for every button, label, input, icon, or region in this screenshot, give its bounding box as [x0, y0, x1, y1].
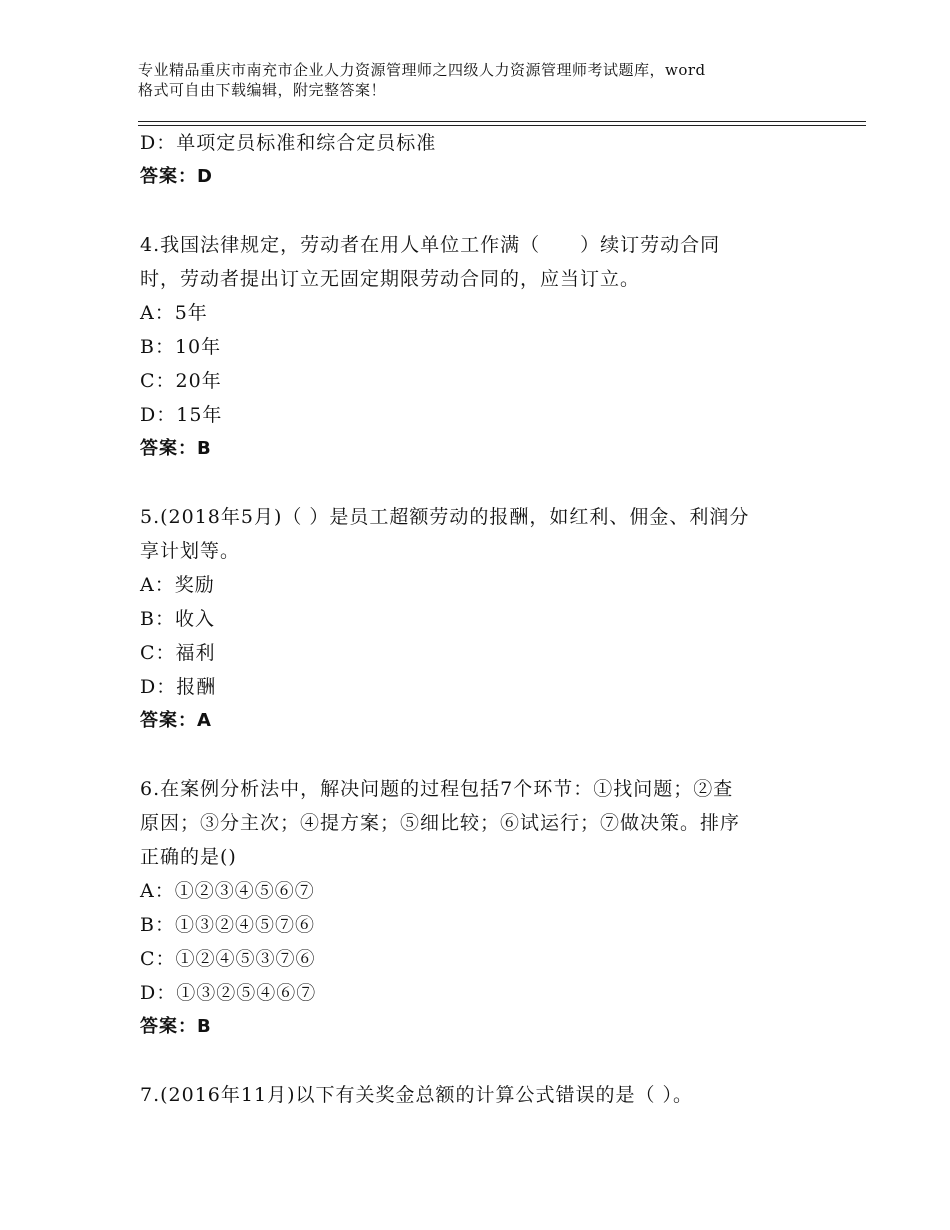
question-stem: 原因；③分主次；④提方案；⑤细比较；⑥试运行；⑦做决策。排序 — [140, 812, 741, 834]
option-a: A：奖励 — [140, 574, 215, 596]
header-rule-top — [138, 121, 866, 122]
option-c: C：20年 — [140, 370, 222, 392]
question-stem: 时，劳动者提出订立无固定期限劳动合同的，应当订立。 — [140, 268, 641, 290]
question-4 — [140, 228, 830, 466]
question-6 — [140, 772, 830, 1044]
option-d: D：报酬 — [140, 676, 217, 698]
question-stem: 7.(2016年11月)以下有关奖金总额的计算公式错误的是（ ）。 — [140, 1084, 694, 1106]
option-c: C：①②④⑤③⑦⑥ — [140, 948, 316, 970]
option-d: D：15年 — [140, 404, 223, 426]
question-stem: 4.我国法律规定，劳动者在用人单位工作满（ ）续订劳动合同 — [140, 234, 721, 256]
page-header — [138, 60, 828, 100]
option-a: A：5年 — [140, 302, 208, 324]
question-stem: 6.在案例分析法中，解决问题的过程包括7个环节：①找问题；②查 — [140, 778, 734, 800]
prev-answer: 答案：D — [140, 166, 213, 187]
question-stem: 正确的是() — [140, 846, 237, 868]
option-b: B：收入 — [140, 608, 215, 630]
answer: 答案：A — [140, 710, 212, 731]
option-b: B：①③②④⑤⑦⑥ — [140, 914, 315, 936]
option-b: B：10年 — [140, 336, 222, 358]
prev-option-d: D：单项定员标准和综合定员标准 — [140, 132, 437, 154]
answer: 答案：B — [140, 1016, 212, 1037]
header-line-1: 专业精品重庆市南充市企业人力资源管理师之四级人力资源管理师考试题库，word — [138, 61, 706, 79]
question-stem: 享计划等。 — [140, 540, 241, 562]
question-stem: 5.(2018年5月)（ ）是员工超额劳动的报酬，如红利、佣金、利润分 — [140, 506, 750, 528]
option-d: D：①③②⑤④⑥⑦ — [140, 982, 317, 1004]
option-c: C：福利 — [140, 642, 216, 664]
option-a: A：①②③④⑤⑥⑦ — [140, 880, 315, 902]
answer: 答案：B — [140, 438, 212, 459]
question-5 — [140, 500, 830, 738]
document-body — [140, 126, 830, 1112]
header-line-2: 格式可自由下载编辑，附完整答案！ — [138, 81, 387, 99]
question-7 — [140, 1078, 830, 1112]
